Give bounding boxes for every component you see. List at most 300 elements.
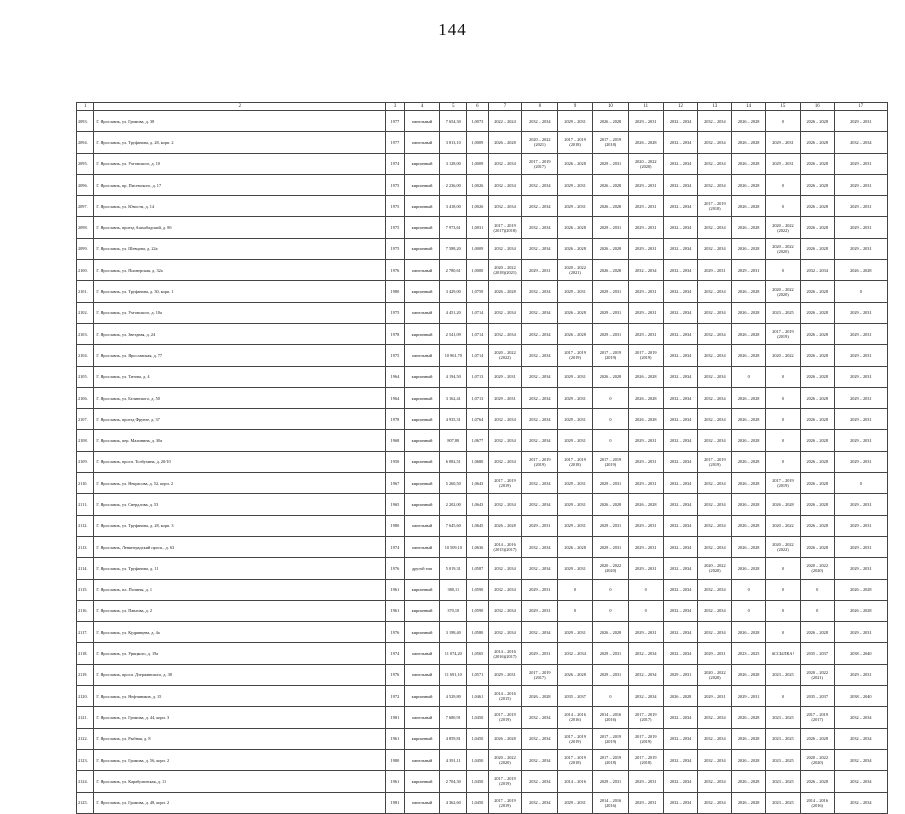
table-cell: 2032 – 2034 xyxy=(522,238,558,259)
table-cell: 2029 – 2031 xyxy=(834,430,887,451)
column-number-13: 13 xyxy=(698,103,732,111)
table-cell: 2026 – 2028 xyxy=(558,238,593,259)
table-cell: 2032 – 2034 xyxy=(663,792,698,813)
table-cell: Г. Ярославль, ул. Юности, д. 14 xyxy=(94,196,386,217)
table-cell: 2026 – 2028 xyxy=(800,536,834,557)
table-cell: 2120. xyxy=(77,686,94,707)
table-row xyxy=(77,707,888,728)
table-cell: 1972 xyxy=(386,686,404,707)
table-cell: 2026 – 2028 xyxy=(593,622,629,643)
table-cell: 1,0571 xyxy=(467,664,489,685)
table-cell: Г. Ярославль, ул. Ярославская, д. 77 xyxy=(94,345,386,366)
table-cell: 2029 – 2031 xyxy=(834,302,887,323)
table-cell: 2014 – 2016 (2015) xyxy=(488,686,522,707)
table-cell: 0 xyxy=(732,366,766,387)
table-cell: 2014 – 2016 (2016)(2017) xyxy=(488,643,522,664)
table-cell: 2026 – 2028 xyxy=(558,323,593,344)
table-cell: 2014 – 2016 (2016) xyxy=(593,707,629,728)
table-cell: 2029 – 2031 xyxy=(834,558,887,579)
table-cell: 2026 – 2028 xyxy=(800,366,834,387)
table-cell: 2026 – 2028 xyxy=(732,409,766,430)
table-cell: Г. Ярославль, ул. Свердлова, д. 53 xyxy=(94,494,386,515)
table-cell: 2026 – 2028 xyxy=(732,430,766,451)
table-cell: 2017 – 2019 (2019) xyxy=(558,345,593,366)
table-cell: 1976 xyxy=(386,664,404,685)
table-cell: 2116. xyxy=(77,600,94,621)
table-row xyxy=(77,451,888,472)
table-cell: 2032 – 2034 xyxy=(698,409,732,430)
table-cell: 2032 – 2034 xyxy=(698,536,732,557)
table-cell: 2032 – 2034 xyxy=(698,111,732,132)
column-number-1: 1 xyxy=(77,103,94,111)
table-cell: 2026 – 2028 xyxy=(800,196,834,217)
table-cell: 0 xyxy=(732,579,766,600)
table-cell: 2032 – 2034 xyxy=(522,366,558,387)
table-cell: 2029 – 2031 xyxy=(766,153,801,174)
table-cell: Г. Ярославль, ул. Белинского, д. 50 xyxy=(94,387,386,408)
table-cell: 2014 – 2016 xyxy=(558,771,593,792)
table-cell: 1,0590 xyxy=(467,600,489,621)
table-cell: 2032 – 2034 xyxy=(663,323,698,344)
table-cell: 2017 – 2019 (2018) xyxy=(628,749,663,770)
table-cell: 2017 – 2019 (2019) xyxy=(766,473,801,494)
table-cell: кирпичный xyxy=(404,387,440,408)
table-cell: 2032 – 2034 xyxy=(663,302,698,323)
table-cell: 2032 – 2034 xyxy=(522,473,558,494)
table-cell: 0 xyxy=(593,387,629,408)
table-cell: 1,0714 xyxy=(467,302,489,323)
table-cell: 2017 – 2019 (2018) xyxy=(593,749,629,770)
table-cell: 1965 xyxy=(386,494,404,515)
table-cell: Г. Ярославль, ул. Громова, д. 38 xyxy=(94,111,386,132)
table-cell: 1,0587 xyxy=(467,558,489,579)
table-cell: 1975 xyxy=(386,217,404,238)
table-cell: 1961 xyxy=(386,579,404,600)
repair-schedule-table xyxy=(76,102,888,814)
table-cell: 2032 – 2034 xyxy=(522,196,558,217)
table-row xyxy=(77,132,888,153)
table-cell: 2035 – 2037 xyxy=(558,686,593,707)
table-cell: 0 xyxy=(593,600,629,621)
table-cell: 2017 – 2019 (2017) xyxy=(800,707,834,728)
table-cell: 2017 – 2019 (2018) xyxy=(558,132,593,153)
table-cell: 2029 – 2031 xyxy=(834,345,887,366)
table-cell: 2020 – 2022 xyxy=(766,345,801,366)
table-cell: 2017 – 2019 (2017) xyxy=(522,153,558,174)
table-cell: 2032 – 2034 xyxy=(663,260,698,281)
table-cell: 2029 – 2031 xyxy=(834,323,887,344)
table-cell: 2032 – 2034 xyxy=(488,302,522,323)
table-cell: 2032 – 2034 xyxy=(663,366,698,387)
table-cell: 2029 – 2031 xyxy=(834,238,887,259)
table-cell: 1975 xyxy=(386,174,404,195)
table-cell: 2020 – 2022 (2022) xyxy=(766,217,801,238)
table-cell: 1968 xyxy=(386,430,404,451)
table-cell: 2026 – 2028 xyxy=(593,174,629,195)
table-cell: 2023 – 2025 xyxy=(766,749,801,770)
table-cell: 2032 – 2034 xyxy=(834,792,887,813)
table-cell: 3 128,00 xyxy=(440,153,467,174)
table-cell: Г. Ярославль, ул. Ухтомского, д. 10 xyxy=(94,153,386,174)
table-cell: 2110. xyxy=(77,473,94,494)
table-cell: 2032 – 2034 xyxy=(663,345,698,366)
table-cell: 2026 – 2028 xyxy=(800,238,834,259)
table-cell: 2029 – 2031 xyxy=(558,111,593,132)
table-cell: 2026 – 2028 xyxy=(628,387,663,408)
table-cell: 2032 – 2034 xyxy=(663,579,698,600)
table-cell: Г. Ярославль, ул. Кудрявцева, д. 4а xyxy=(94,622,386,643)
table-cell: 2032 – 2034 xyxy=(522,749,558,770)
table-cell: 2032 – 2034 xyxy=(663,771,698,792)
table-cell: 1,0636 xyxy=(467,536,489,557)
table-cell: 0 xyxy=(593,430,629,451)
table-cell: Г. Ярославль, пр. Писемского, д. 17 xyxy=(94,174,386,195)
table-cell: 2026 – 2028 xyxy=(732,749,766,770)
table-cell: 2032 – 2034 xyxy=(522,323,558,344)
table-cell: панельный xyxy=(404,536,440,557)
table-cell: 2032 – 2034 xyxy=(698,473,732,494)
table-cell: 2026 – 2028 xyxy=(732,515,766,536)
table-cell: Г. Ярославль, ул. Труфанова, д. 28, корп. 3 xyxy=(94,515,386,536)
table-cell: 370,10 xyxy=(440,600,467,621)
table-cell: 1,0714 xyxy=(467,345,489,366)
table-cell: 2029 – 2031 xyxy=(834,515,887,536)
table-cell: 2032 – 2034 xyxy=(663,494,698,515)
table-cell: 2097. xyxy=(77,196,94,217)
table-cell: 2032 – 2034 xyxy=(663,536,698,557)
table-cell: 2017 – 2019 (2019) xyxy=(522,451,558,472)
table-cell: кирпичный xyxy=(404,196,440,217)
table-cell: 2014 – 2016 (2016) xyxy=(800,792,834,813)
table-cell: 2032 – 2034 xyxy=(628,260,663,281)
table-cell: 2026 – 2028 xyxy=(800,302,834,323)
table-cell: 2029 – 2031 xyxy=(834,111,887,132)
table-cell: кирпичный xyxy=(404,409,440,430)
table-cell: 2029 – 2031 xyxy=(628,536,663,557)
table-cell: 3 813,10 xyxy=(440,132,467,153)
table-cell: 4 451,20 xyxy=(440,302,467,323)
table-cell: 2029 – 2031 xyxy=(593,536,629,557)
table-cell: 2032 – 2034 xyxy=(522,558,558,579)
table-cell: Г. Ярославль, ул. Рыбная, д. 8 xyxy=(94,728,386,749)
table-cell: 2026 – 2028 xyxy=(628,132,663,153)
table-cell: 2026 – 2028 xyxy=(800,515,834,536)
table-cell: 2032 – 2034 xyxy=(698,345,732,366)
table-cell: 2020 – 2022 (2021) xyxy=(522,132,558,153)
table-cell: 1,0714 xyxy=(467,323,489,344)
table-cell: 2029 – 2031 xyxy=(834,409,887,430)
table-cell: 2026 – 2028 xyxy=(800,153,834,174)
table-cell: 2017 – 2019 (2019) xyxy=(628,728,663,749)
table-cell: 2026 – 2028 xyxy=(732,771,766,792)
table-cell: 2032 – 2034 xyxy=(522,409,558,430)
table-cell: 2029 – 2031 xyxy=(834,196,887,217)
table-cell: Г. Ярославль, ул. Пионерская, д. 32а xyxy=(94,260,386,281)
table-row xyxy=(77,281,888,302)
table-row xyxy=(77,792,888,813)
table-cell: 2032 – 2034 xyxy=(663,558,698,579)
table-cell: 2029 – 2031 xyxy=(628,515,663,536)
table-cell: 2029 – 2031 xyxy=(558,558,593,579)
table-cell: 2032 – 2034 xyxy=(488,579,522,600)
table-cell: 0 xyxy=(766,451,801,472)
table-cell: 2 202,00 xyxy=(440,494,467,515)
table-cell: 0 xyxy=(766,579,801,600)
table-cell: 2017 – 2019 (2017) xyxy=(522,664,558,685)
table-cell: 1967 xyxy=(386,473,404,494)
table-cell: 2017 – 2019 (2018) xyxy=(698,196,732,217)
table-cell: 2032 – 2034 xyxy=(834,771,887,792)
table-cell: 0 xyxy=(766,622,801,643)
table-cell: 2026 – 2028 xyxy=(732,196,766,217)
table-cell: 2032 – 2034 xyxy=(663,217,698,238)
table-cell: 2023 – 2025 xyxy=(766,771,801,792)
table-cell: 2026 – 2028 xyxy=(732,174,766,195)
column-number-6: 6 xyxy=(467,103,489,111)
table-cell: 2104. xyxy=(77,345,94,366)
table-cell: 1,0450 xyxy=(467,771,489,792)
table-cell: 2032 – 2034 xyxy=(698,238,732,259)
table-cell: 0 xyxy=(593,686,629,707)
table-cell: 1978 xyxy=(386,323,404,344)
table-cell: 2032 – 2034 xyxy=(663,622,698,643)
table-cell: 7 645,60 xyxy=(440,515,467,536)
table-cell: 0 xyxy=(766,558,801,579)
table-cell: 3 162,41 xyxy=(440,387,467,408)
table-cell: 2032 – 2034 xyxy=(522,771,558,792)
table-cell: Г. Ярославль, просп. Толбухина, д. 20/10 xyxy=(94,451,386,472)
table-cell: 2038 – 2040 xyxy=(834,686,887,707)
table-cell: 1975 xyxy=(386,196,404,217)
table-cell: 2029 – 2031 xyxy=(628,238,663,259)
table-row xyxy=(77,515,888,536)
table-cell: 0 xyxy=(766,174,801,195)
table-cell: 2029 – 2031 xyxy=(628,558,663,579)
table-cell: 2022 – 2024 xyxy=(488,111,522,132)
table-cell: 2026 – 2028 xyxy=(732,132,766,153)
table-row xyxy=(77,387,888,408)
table-cell: 2032 – 2034 xyxy=(698,771,732,792)
table-cell: 2038 – 2040 xyxy=(834,643,887,664)
table-cell: 2026 – 2028 xyxy=(593,366,629,387)
table-cell: 2026 – 2028 xyxy=(732,451,766,472)
table-cell: 0 xyxy=(834,281,887,302)
column-number-15: 15 xyxy=(766,103,801,111)
table-cell: 380,11 xyxy=(440,579,467,600)
table-cell: 2029 – 2031 xyxy=(593,281,629,302)
table-cell: 2026 – 2028 xyxy=(732,622,766,643)
table-cell: 2026 – 2028 xyxy=(732,281,766,302)
table-cell: 2026 – 2028 xyxy=(593,111,629,132)
table-cell: кирпичный xyxy=(404,494,440,515)
table-cell: 1980 xyxy=(386,281,404,302)
table-cell: 2017 – 2019 (2017) xyxy=(628,707,663,728)
table-cell: 1964 xyxy=(386,387,404,408)
table-row xyxy=(77,409,888,430)
table-cell: 2029 – 2031 xyxy=(628,622,663,643)
table-cell: кирпичный xyxy=(404,238,440,259)
table-cell: 2014 – 2016 (2016) xyxy=(593,792,629,813)
table-cell: 6 082,51 xyxy=(440,451,467,472)
table-cell: 2026 – 2028 xyxy=(732,707,766,728)
table-cell: 2020 – 2022 (2020) xyxy=(488,749,522,770)
table-cell: 2026 – 2028 xyxy=(800,728,834,749)
table-cell: 1,0026 xyxy=(467,196,489,217)
table-cell: 2032 – 2034 xyxy=(522,345,558,366)
table-cell: 1,0677 xyxy=(467,430,489,451)
table-cell: 2032 – 2034 xyxy=(488,622,522,643)
table-cell: 2032 – 2034 xyxy=(488,430,522,451)
table-cell: 2029 – 2031 xyxy=(834,494,887,515)
column-number-12: 12 xyxy=(663,103,698,111)
table-cell: 2029 – 2031 xyxy=(558,792,593,813)
table-cell: 2032 – 2034 xyxy=(698,281,732,302)
table-cell: 2032 – 2034 xyxy=(698,430,732,451)
table-cell: 2029 – 2031 xyxy=(593,217,629,238)
table-cell: 2032 – 2034 xyxy=(522,217,558,238)
table-cell: 4 529,80 xyxy=(440,686,467,707)
table-cell: 2032 – 2034 xyxy=(698,302,732,323)
table-cell: 2029 – 2031 xyxy=(628,323,663,344)
table-cell: 2026 – 2028 xyxy=(732,728,766,749)
table-cell: 0 xyxy=(834,473,887,494)
table-row xyxy=(77,643,888,664)
table-cell: 2014 – 2016 (2015)(2017) xyxy=(488,536,522,557)
table-cell: кирпичный xyxy=(404,281,440,302)
table-cell: 1981 xyxy=(386,707,404,728)
table-cell: 2029 – 2031 xyxy=(698,260,732,281)
table-cell: 0 xyxy=(766,366,801,387)
table-cell: 2029 – 2031 xyxy=(558,515,593,536)
column-number-9: 9 xyxy=(558,103,593,111)
table-cell: 2017 – 2019 (2019) xyxy=(628,345,663,366)
table-cell: 2032 – 2034 xyxy=(663,728,698,749)
table-cell: панельный xyxy=(404,792,440,813)
table-cell: 2113. xyxy=(77,536,94,557)
table-cell: Г. Ярославль, ул. Труфанова, д. 28, корп. 2 xyxy=(94,132,386,153)
table-cell: 2032 – 2034 xyxy=(488,409,522,430)
table-cell: 1,0565 xyxy=(467,643,489,664)
table-cell: 2026 – 2028 xyxy=(628,409,663,430)
table-cell: 2029 – 2031 xyxy=(834,217,887,238)
table-cell: 1976 xyxy=(386,260,404,281)
table-cell: 2029 – 2031 xyxy=(488,664,522,685)
table-cell: панельный xyxy=(404,132,440,153)
table-cell: 2029 – 2031 xyxy=(558,196,593,217)
table-cell: 1,0645 xyxy=(467,515,489,536)
table-cell: 2026 – 2028 xyxy=(800,111,834,132)
table-cell: 2026 – 2028 xyxy=(800,494,834,515)
column-number-16: 16 xyxy=(800,103,834,111)
table-cell: 2 704,30 xyxy=(440,771,467,792)
table-cell: 1,0009 xyxy=(467,132,489,153)
table-cell: 2032 – 2034 xyxy=(663,473,698,494)
table-cell: 2026 – 2028 xyxy=(593,196,629,217)
table-cell: 5 019,31 xyxy=(440,558,467,579)
table-cell: 2032 – 2034 xyxy=(522,111,558,132)
table-cell: 2020 – 2022 (2020) xyxy=(766,238,801,259)
table-cell: 7 588,20 xyxy=(440,238,467,259)
table-row xyxy=(77,664,888,685)
table-cell: 2035 – 2037 xyxy=(800,686,834,707)
table-cell: 2114. xyxy=(77,558,94,579)
table-cell: 2032 – 2034 xyxy=(663,174,698,195)
table-cell: 2032 – 2034 xyxy=(522,387,558,408)
table-cell: кирпичный xyxy=(404,686,440,707)
table-cell: 2032 – 2034 xyxy=(663,451,698,472)
table-cell: 2029 – 2031 xyxy=(558,387,593,408)
table-cell: 2032 – 2034 xyxy=(628,686,663,707)
table-cell: панельный xyxy=(404,664,440,685)
table-cell: 2032 – 2034 xyxy=(698,174,732,195)
table-cell: Г. Ярославль, ул. Ухтомского, д. 10а xyxy=(94,302,386,323)
table-cell: 2118. xyxy=(77,643,94,664)
table-cell: 2026 – 2028 xyxy=(834,260,887,281)
table-cell: 2101. xyxy=(77,281,94,302)
table-cell: 2032 – 2034 xyxy=(663,281,698,302)
table-cell: 2124. xyxy=(77,771,94,792)
table-row xyxy=(77,558,888,579)
table-cell: 2026 – 2028 xyxy=(522,686,558,707)
table-cell: 4 362,60 xyxy=(440,792,467,813)
table-cell: 2095. xyxy=(77,153,94,174)
table-cell: Г. Ярославль, ул. Карабулинская, д. 11 xyxy=(94,771,386,792)
table-cell: 2032 – 2034 xyxy=(663,749,698,770)
table-cell: 1,0031 xyxy=(467,217,489,238)
table-cell: 2032 – 2034 xyxy=(663,238,698,259)
table-cell: 2032 – 2034 xyxy=(663,196,698,217)
table-cell: 0 xyxy=(766,387,801,408)
table-cell: Г. Ярославль, ул. Нефтяников, д. 15 xyxy=(94,686,386,707)
table-cell: 2029 – 2031 xyxy=(628,430,663,451)
table-cell: 2026 – 2028 xyxy=(593,494,629,515)
table-cell: 2029 – 2031 xyxy=(766,132,801,153)
table-cell: 2026 – 2028 xyxy=(558,536,593,557)
table-cell: кирпичный xyxy=(404,153,440,174)
table-cell: Г. Ярославль, ул. Титова, д. 4 xyxy=(94,366,386,387)
table-row xyxy=(77,260,888,281)
table-cell: 2029 – 2031 xyxy=(593,153,629,174)
table-cell: 2032 – 2034 xyxy=(663,643,698,664)
table-cell: 2026 – 2028 xyxy=(800,473,834,494)
table-row xyxy=(77,174,888,195)
table-cell: 2032 – 2034 xyxy=(522,174,558,195)
table-row xyxy=(77,686,888,707)
table-cell: 2026 – 2028 xyxy=(628,366,663,387)
table-cell: Г. Ярославль, Ленинградский просп., д. 63 xyxy=(94,536,386,557)
table-cell: 2029 – 2031 xyxy=(628,451,663,472)
table-cell: 2032 – 2034 xyxy=(663,409,698,430)
table-cell: 2017 – 2019 (2019) xyxy=(488,473,522,494)
table-cell: 2029 – 2031 xyxy=(698,643,732,664)
table-cell: кирпичный xyxy=(404,600,440,621)
table-cell: 2119. xyxy=(77,664,94,685)
table-cell: 7 654,30 xyxy=(440,111,467,132)
table-cell: 2020 – 2022 (2021) xyxy=(800,664,834,685)
table-cell: 2026 – 2028 xyxy=(800,387,834,408)
table-cell: 2026 – 2028 xyxy=(834,579,887,600)
table-cell: 2032 – 2034 xyxy=(663,600,698,621)
table-cell: 1978 xyxy=(386,409,404,430)
table-cell: 1974 xyxy=(386,153,404,174)
table-cell: Г. Ярославль, ул. Павлова, д. 2 xyxy=(94,600,386,621)
table-cell: 2014 – 2016 (2016) xyxy=(558,707,593,728)
table-cell: 2026 – 2028 xyxy=(800,451,834,472)
table-cell: 2029 – 2031 xyxy=(558,430,593,451)
table-cell: 2098. xyxy=(77,217,94,238)
table-cell: 2032 – 2034 xyxy=(488,451,522,472)
table-cell: 2032 – 2034 xyxy=(663,387,698,408)
